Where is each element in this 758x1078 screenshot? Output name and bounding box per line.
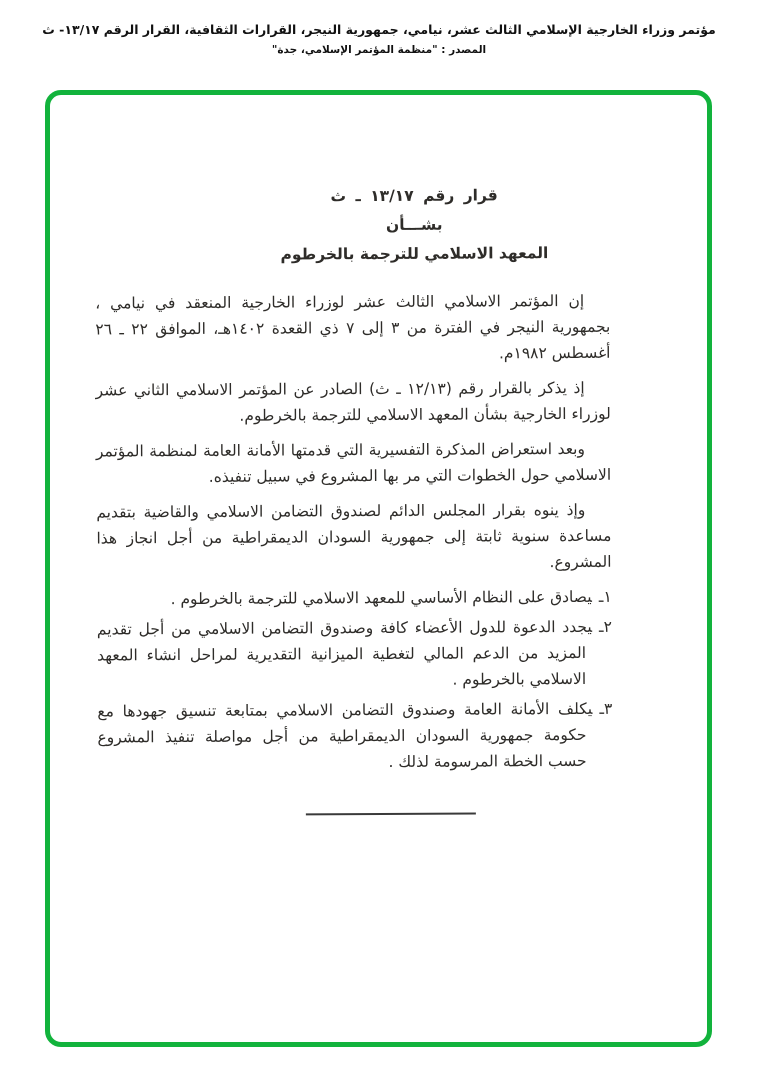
resolution-subject: المعهد الاسلامي للترجمة بالخرطوم [280, 244, 549, 264]
header-citation-line: مؤتمر وزراء الخارجية الإسلامي الثالث عشر، نيامي، جمهورية النيجر، القرارات الثقافية، القرار الرقم ١٣/١٧- ث [42, 22, 716, 37]
resolution-items-list [97, 584, 613, 777]
item-text: يصادق على النظام الأساسي للمعهد الاسلامي للترجمة بالخرطوم . [170, 587, 592, 609]
document-header [0, 0, 758, 56]
item-text: يجدد الدعوة للدول الأعضاء كافة وصندوق التضامن الاسلامي من أجل تقديم المزيد من الدعم المالي لتغطية الميزانية التقديرية لمراحل انشاء المعهد الاسلامي بالخرطوم . [96, 617, 593, 689]
item-number: ٢ـ [598, 617, 612, 636]
item-number: ٣ـ [599, 699, 613, 718]
preamble-paragraph-4: وإذ ينوه بقرار المجلس الدائم لصندوق التضامن الاسلامي والقاضية بتقديم مساعدة سنوية ثابتة إلى جمهورية السودان الديمقراطية من أجل انجاز هذا المشروع. [96, 500, 612, 572]
end-of-text-divider [305, 812, 475, 815]
green-frame [45, 90, 712, 1047]
preamble-paragraph-3: وبعد استعراض المذكرة التفسيرية التي قدمتها الأمانة العامة لمنظمة المؤتمر الاسلامي حول الخطوات التي مر بها المشروع في سبيل تنفيذه. [95, 439, 612, 486]
scanned-document-page [48, 93, 709, 816]
preamble-paragraph-2: إذ يذكر بالقرار رقم (١٢/١٣ ـ ث) الصادر عن المؤتمر الاسلامي الثاني عشر لوزراء الخارجية بشأن المعهد الاسلامي للترجمة بالخرطوم. [95, 378, 611, 425]
resolution-title-block [157, 181, 672, 268]
preamble-paragraph-1: إن المؤتمر الاسلامي الثالث عشر لوزراء الخارجية المنعقد في نيامي ، بجمهورية النيجر في الفترة من ٣ إلى ٧ ذي القعدة ١٤٠٢هـ، الموافق ٢٢ ـ ٢٦ أغسطس ١٩٨٢م. [95, 291, 611, 363]
list-item [97, 584, 612, 613]
list-item [97, 696, 612, 777]
resolution-subject-label: بشـــأن [385, 215, 443, 234]
header-source-line: المصدر : "منظمة المؤتمر الإسلامي، جدة" [271, 44, 487, 56]
item-text: يكلف الأمانة العامة وصندوق التضامن الاسلامي بمتابعة تنسيق جهودها مع حكومة جمهورية السودان الديمقراطية من أجل مواصلة تنفيذ المشروع حسب الخطة المرسومة لذلك . [97, 699, 593, 771]
resolution-number: قرار رقم ١٣/١٧ ـ ث [330, 186, 498, 206]
item-number: ١ـ [598, 587, 612, 606]
list-item [97, 614, 612, 695]
